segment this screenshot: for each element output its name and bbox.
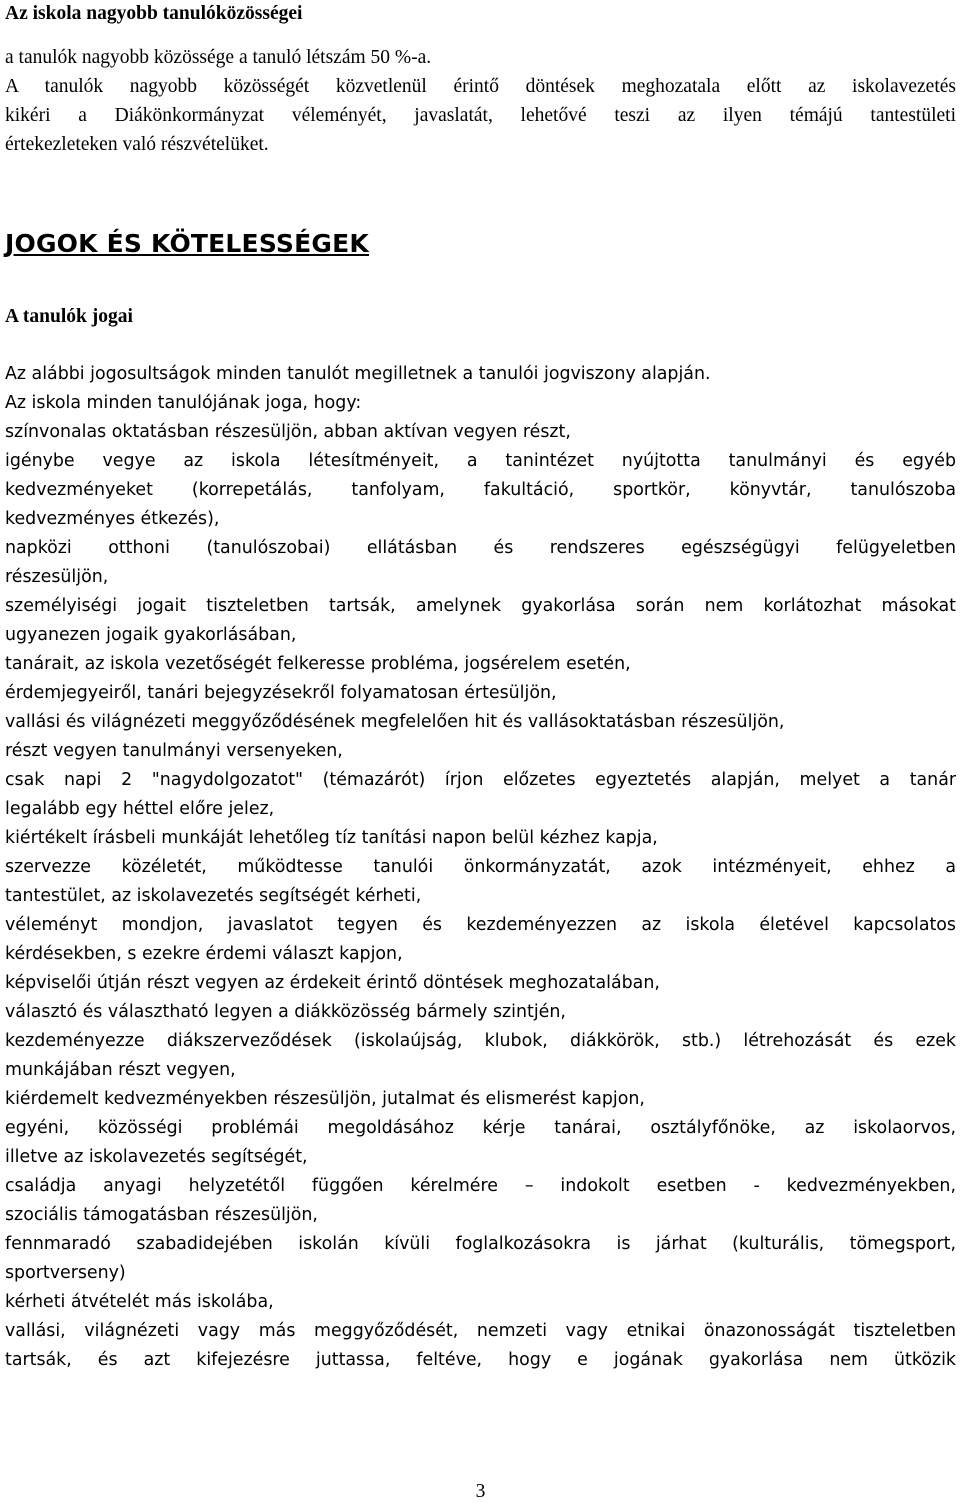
rights-line: részesüljön, (5, 567, 109, 587)
rights-line: szervezze közéletét, működtesse tanulói önkormányzatát, azok intézményeit, ehhez a (5, 857, 956, 877)
rights-line: szociális támogatásban részesüljön, (5, 1205, 318, 1225)
rights-line: fennmaradó szabadidejében iskolán kívüli foglalkozásokra is járhat (kulturális, tömegsport, (5, 1234, 956, 1254)
rights-line: kiértékelt írásbeli munkáját lehetőleg tíz tanítási napon belül kézhez kapja, (5, 828, 658, 848)
intro-line: értekezleteken való részvételüket. (5, 134, 269, 155)
document-page (5, 0, 956, 1503)
section-heading: Az iskola nagyobb tanulóközösségei (5, 3, 303, 24)
rights-line: kérheti átvételét más iskolába, (5, 1292, 274, 1312)
rights-line: napközi otthoni (tanulószobai) ellátásban és rendszeres egészségügyi felügyeletben (5, 538, 956, 558)
rights-line: legalább egy héttel előre jelez, (5, 799, 275, 819)
page-number: 3 (475, 1481, 486, 1502)
subheading: A tanulók jogai (5, 306, 133, 327)
rights-line: vallási, világnézeti vagy más meggyőződését, nemzeti vagy etnikai önazonosságát tiszteletben (5, 1321, 956, 1341)
rights-line: személyiségi jogait tiszteletben tartsák, amelynek gyakorlása során nem korlátozhat másokat (5, 596, 956, 616)
rights-line: igénybe vegye az iskola létesítményeit, a tanintézet nyújtotta tanulmányi és egyéb (5, 451, 956, 471)
rights-line: érdemjegyeiről, tanári bejegyzésekről folyamatosan értesüljön, (5, 683, 557, 703)
rights-line: képviselői útján részt vegyen az érdekeit érintő döntések meghozatalában, (5, 973, 660, 993)
rights-line: véleményt mondjon, javaslatot tegyen és kezdeményezzen az iskola életével kapcsolatos (5, 915, 956, 935)
rights-line: munkájában részt vegyen, (5, 1060, 236, 1080)
rights-line: vallási és világnézeti meggyőződésének megfelelően hit és vallásoktatásban részesüljön, (5, 712, 785, 732)
rights-intro-line: Az iskola minden tanulójának joga, hogy: (5, 393, 362, 413)
rights-line: színvonalas oktatásban részesüljön, abban aktívan vegyen részt, (5, 422, 571, 442)
intro-line: a tanulók nagyobb közössége a tanuló létszám 50 %-a. (5, 47, 432, 68)
rights-line: választó és választható legyen a diákközösség bármely szintjén, (5, 1002, 566, 1022)
rights-line: illetve az iskolavezetés segítségét, (5, 1147, 308, 1167)
rights-line: tartsák, és azt kifejezésre juttassa, feltéve, hogy e jogának gyakorlása nem ütközik (5, 1350, 956, 1370)
main-heading: JOGOK ÉS KÖTELESSÉGEK (5, 229, 369, 258)
rights-line: egyéni, közösségi problémái megoldásához kérje tanárai, osztályfőnöke, az iskolaorvos, (5, 1118, 956, 1138)
rights-line: kedvezményeket (korrepetálás, tanfolyam, fakultáció, sportkör, könyvtár, tanulószoba (5, 480, 956, 500)
intro-line: kikéri a Diákönkormányzat véleményét, javaslatát, lehetővé teszi az ilyen témájú tantestületi (5, 105, 956, 126)
rights-line: részt vegyen tanulmányi versenyeken, (5, 741, 343, 761)
rights-line: csak napi 2 "nagydolgozatot" (témazárót) írjon előzetes egyeztetés alapján, melyet a tanár (5, 770, 956, 790)
rights-line: kérdésekben, s ezekre érdemi választ kapjon, (5, 944, 403, 964)
rights-line: kiérdemelt kedvezményekben részesüljön, jutalmat és elismerést kapjon, (5, 1089, 645, 1109)
rights-line: tanárait, az iskola vezetőségét felkeresse probléma, jogsérelem esetén, (5, 654, 631, 674)
rights-line: kezdeményezze diákszerveződések (iskolaújság, klubok, diákkörök, stb.) létrehozását és ezek (5, 1031, 956, 1051)
rights-line: kedvezményes étkezés), (5, 509, 220, 529)
rights-intro-line: Az alábbi jogosultságok minden tanulót megilletnek a tanulói jogviszony alapján. (5, 364, 711, 384)
rights-line: sportverseny) (5, 1263, 126, 1283)
rights-line: családja anyagi helyzetétől függően kérelmére – indokolt esetben - kedvezményekben, (5, 1176, 956, 1196)
intro-line: A tanulók nagyobb közösségét közvetlenül érintő döntések meghozatala előtt az iskolavezetés (5, 76, 956, 97)
rights-line: ugyanezen jogaik gyakorlásában, (5, 625, 297, 645)
rights-line: tantestület, az iskolavezetés segítségét kérheti, (5, 886, 422, 906)
